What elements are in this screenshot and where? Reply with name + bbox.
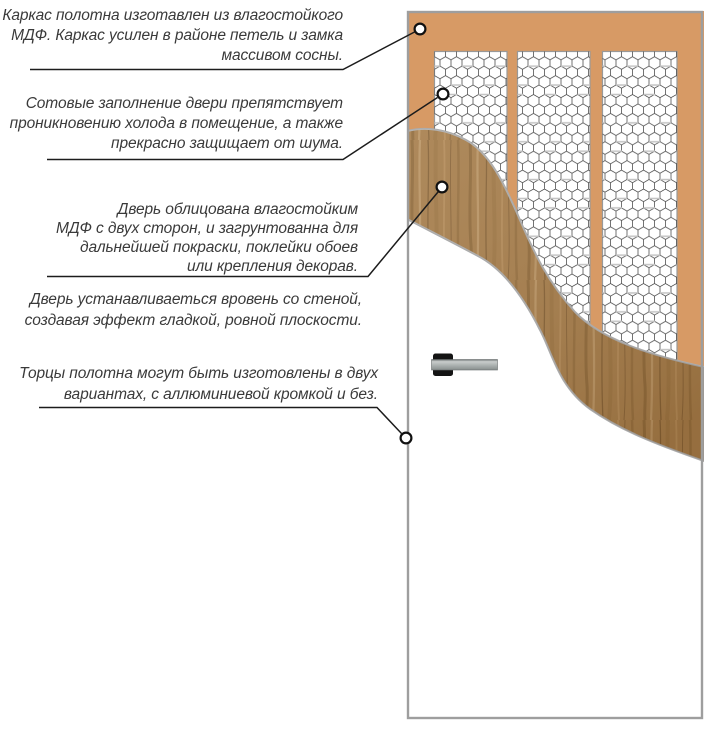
annotation-line: Дверь облицована влагостойким xyxy=(117,201,358,218)
annotation-facing xyxy=(56,200,358,276)
annotation-line: дальнейшей покраски, поклейки обоев xyxy=(80,239,358,256)
leader-line-edges xyxy=(39,408,402,434)
annotation-line: Дверь устанавливаеться вровень со стеной, xyxy=(29,291,362,308)
annotation-line: массивом сосны. xyxy=(221,47,343,64)
marker-dot-frame xyxy=(415,24,426,35)
annotation-flush-mount xyxy=(25,289,362,331)
handle-lever xyxy=(432,360,498,371)
marker-dot-honeycomb xyxy=(438,89,449,100)
annotation-frame xyxy=(2,6,343,66)
marker-dot-facing xyxy=(437,182,448,193)
annotation-line: вариантах, с аллюминиевой кромкой и без. xyxy=(63,386,378,403)
marker-dot-edges xyxy=(401,433,412,444)
annotation-line: или крепления декорав. xyxy=(186,258,358,275)
annotation-line: Каркас полотна изготавлен из влагостойкого xyxy=(2,7,343,24)
annotation-line: Сотовые заполнение двери препятствует xyxy=(25,95,343,112)
annotation-edges xyxy=(19,363,378,405)
annotation-line: Торцы полотна могут быть изготовлены в двух xyxy=(19,365,378,382)
annotation-line: создавая эффект гладкой, ровной плоскости. xyxy=(24,312,362,329)
annotation-line: прекрасно защищает от шума. xyxy=(111,135,343,152)
annotation-line: МДФ. Каркас усилен в районе петель и замка xyxy=(11,27,343,44)
annotation-line: проникновению холода в помещение, а также xyxy=(9,115,343,132)
annotation-honeycomb xyxy=(10,94,343,154)
annotation-line: МДФ с двух сторон, и загрунтованна для xyxy=(55,220,358,237)
